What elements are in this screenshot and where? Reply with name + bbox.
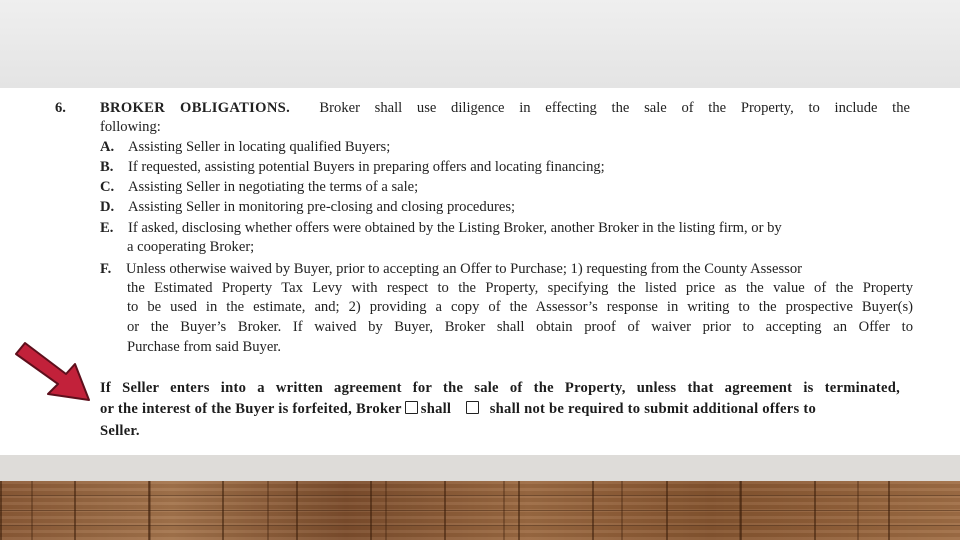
list-item-f: [100, 260, 802, 278]
wood-floor-background: [0, 481, 960, 540]
item-text: If requested, assisting potential Buyers in preparing offers and locating financing;: [128, 159, 605, 175]
seller-clause-line3: Seller.: [100, 423, 140, 439]
floor-plank-seam: [0, 495, 960, 496]
list-item-f-line5: Purchase from said Buyer.: [127, 339, 282, 355]
seller-clause-text-b: shall: [420, 401, 452, 417]
seller-clause-line1: If Seller enters into a written agreement for the sale of the Property, unless that agreement is terminated,: [100, 380, 900, 396]
item-text: Assisting Seller in negotiating the terms of a sale;: [128, 179, 419, 195]
item-letter: D.: [100, 199, 115, 215]
contract-excerpt: [0, 88, 960, 455]
list-item-f-line3: to be used in the estimate, and; 2) providing a copy of the Assessor’s response in writing to the prospective Buyer(s): [127, 299, 913, 315]
checkbox-shall-not[interactable]: [466, 401, 479, 414]
section-intro: Broker shall use diligence in effecting the sale of the Property, to include the: [319, 100, 911, 116]
list-item-f-line4: or the Buyer’s Broker. If waived by Buyer, Broker shall obtain proof of waiver prior to accepting an Offer to: [127, 319, 913, 335]
item-text: Assisting Seller in monitoring pre-closing and closing procedures;: [128, 199, 516, 215]
list-item-e-cont: a cooperating Broker;: [127, 239, 255, 255]
item-text: Assisting Seller in locating qualified Buyers;: [128, 139, 391, 155]
floor-plank-seam: [0, 525, 960, 526]
seller-clause-text-c: shall not be required to submit additional offers to: [489, 401, 816, 417]
floor-plank-seam: [0, 510, 960, 511]
section-heading-line: [100, 99, 910, 117]
item-letter: E.: [100, 220, 114, 236]
section-heading: BROKER OBLIGATIONS.: [100, 100, 291, 116]
list-item-c: [100, 178, 418, 196]
seller-clause-text-a: or the interest of the Buyer is forfeited, Broker: [100, 401, 402, 417]
seller-clause-line2: [100, 400, 816, 418]
list-item-f-line2: the Estimated Property Tax Levy with respect to the Property, specifying the listed price as the value of the Property: [127, 280, 913, 296]
list-item-e: [100, 219, 782, 237]
section-intro-cont: following:: [100, 119, 161, 135]
slide-bottom-band: [0, 455, 960, 481]
slide-top-band: [0, 0, 960, 88]
list-item-d: [100, 198, 515, 216]
section-number: 6.: [55, 100, 66, 116]
list-item-b: [100, 158, 605, 176]
checkbox-shall[interactable]: [405, 401, 418, 414]
item-text: If asked, disclosing whether offers were obtained by the Listing Broker, another Broker in the listing firm, or by: [128, 220, 782, 236]
item-letter: F.: [100, 261, 112, 277]
list-item-a: [100, 138, 390, 156]
pointer-arrow-icon: [12, 338, 94, 404]
item-letter: C.: [100, 179, 115, 195]
item-letter: B.: [100, 159, 114, 175]
item-text: Unless otherwise waived by Buyer, prior to accepting an Offer to Purchase; 1) requesting from the County Assessor: [126, 261, 802, 277]
item-letter: A.: [100, 139, 115, 155]
